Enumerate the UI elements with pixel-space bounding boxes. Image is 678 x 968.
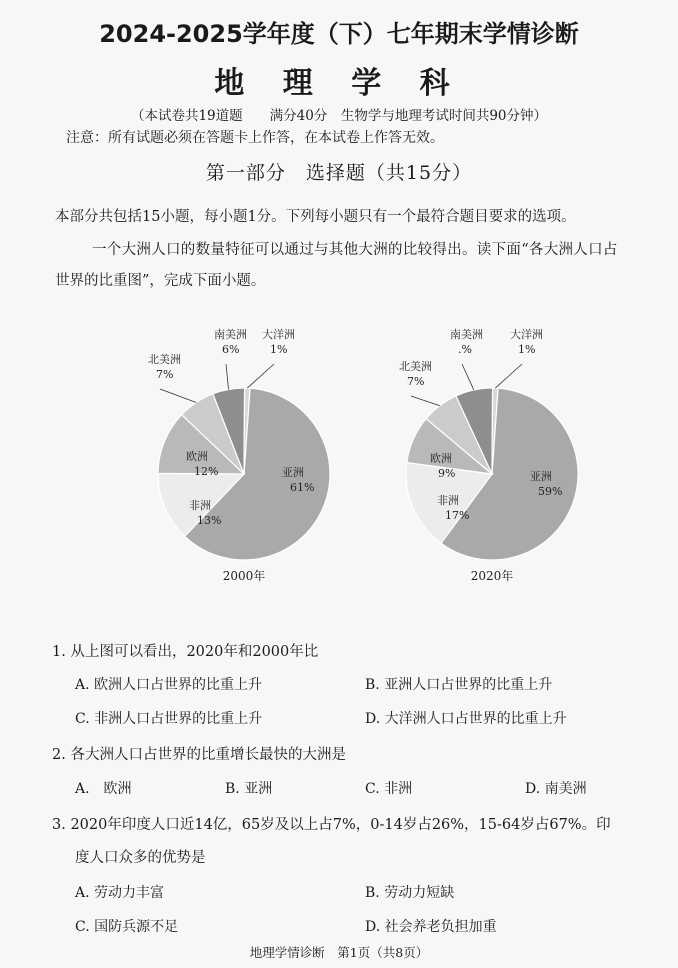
slice-name-0-5: 大洋洲 <box>262 328 295 341</box>
question-1-option-d[interactable]: D. 大洋洲人口占世界的比重上升 <box>365 711 567 727</box>
slice-name-1-1: 非洲 <box>437 494 459 507</box>
exam-title: 2024-2025学年度（下）七年期末学情诊断 <box>99 20 579 48</box>
chart-title-1: 2020年 <box>470 569 514 583</box>
question-3-stem-line1: 3. 2020年印度人口近14亿，65岁及以上占7%，0-14岁占26%，15-64岁占67%。印 <box>52 817 611 833</box>
question-2-stem: 2. 各大洲人口占世界的比重增长最快的大洲是 <box>52 747 346 763</box>
slice-value-0-4: 6% <box>222 343 240 356</box>
question-1-option-b[interactable]: B. 亚洲人口占世界的比重上升 <box>365 677 553 693</box>
exam-info: （本试卷共19道题 满分40分 生物学与地理考试时间共90分钟） <box>130 108 548 124</box>
page-footer: 地理学情诊断 第1页（共8页） <box>249 945 429 960</box>
question-3-option-c[interactable]: C. 国防兵源不足 <box>75 919 179 935</box>
question-2-option-d[interactable]: D. 南美洲 <box>525 781 587 797</box>
slice-value-1-4: .% <box>458 343 472 356</box>
leader-line-1-3 <box>411 396 440 406</box>
section-intro: 本部分共包括15小题，每小题1分。下列每小题只有一个最符合题目要求的选项。 <box>55 209 576 225</box>
slice-value-0-2: 12% <box>194 465 219 478</box>
slice-name-1-0: 亚洲 <box>530 470 552 483</box>
question-3-stem-line2: 度人口众多的优势是 <box>75 850 206 866</box>
slice-value-1-0: 59% <box>538 485 563 498</box>
slice-name-0-4: 南美洲 <box>214 328 247 341</box>
question-1-option-a[interactable]: A. 欧洲人口占世界的比重上升 <box>75 677 263 693</box>
leader-line-0-3 <box>160 389 196 403</box>
leader-line-0-5 <box>247 364 274 388</box>
slice-name-1-3: 北美洲 <box>399 360 432 373</box>
slice-value-0-0: 61% <box>290 481 315 494</box>
section-title: 第一部分 选择题（共15分） <box>205 162 473 184</box>
leader-line-1-5 <box>495 364 522 388</box>
slice-name-1-4: 南美洲 <box>450 328 483 341</box>
slice-value-1-2: 9% <box>438 467 456 480</box>
question-3-option-d[interactable]: D. 社会养老负担加重 <box>365 919 497 935</box>
question-1-option-c[interactable]: C. 非洲人口占世界的比重上升 <box>75 711 263 727</box>
question-3-option-a[interactable]: A. 劳动力丰富 <box>75 885 165 901</box>
leader-line-1-4 <box>462 364 474 390</box>
slice-name-1-2: 欧洲 <box>430 452 452 465</box>
slice-name-0-0: 亚洲 <box>282 466 304 479</box>
slice-value-1-3: 7% <box>407 375 425 388</box>
question-2-option-c[interactable]: C. 非洲 <box>365 781 413 797</box>
question-3-option-b[interactable]: B. 劳动力短缺 <box>365 885 455 901</box>
notice: 注意：所有试题必须在答题卡上作答，在本试卷上作答无效。 <box>66 130 444 146</box>
subject-title: 地 理 学 科 <box>214 66 464 101</box>
question-stem-line1: 一个大洲人口的数量特征可以通过与其他大洲的比较得出。读下面“各大洲人口占 <box>92 242 618 258</box>
slice-name-0-1: 非洲 <box>189 499 211 512</box>
question-2-option-a[interactable]: A. 欧洲 <box>75 781 132 797</box>
slice-value-1-1: 17% <box>445 509 470 522</box>
slice-value-0-1: 13% <box>197 514 222 527</box>
chart-title-0: 2000年 <box>222 569 266 583</box>
slice-value-0-5: 1% <box>270 343 288 356</box>
slice-name-0-2: 欧洲 <box>186 450 208 463</box>
slice-name-1-5: 大洋洲 <box>510 328 543 341</box>
question-1-stem: 1. 从上图可以看出，2020年和2000年比 <box>52 644 319 660</box>
slice-name-0-3: 北美洲 <box>148 353 181 366</box>
leader-line-0-4 <box>226 364 229 389</box>
question-2-option-b[interactable]: B. 亚洲 <box>225 781 273 797</box>
slice-value-0-3: 7% <box>156 368 174 381</box>
question-stem-line2: 世界的比重图”，完成下面小题。 <box>55 273 266 289</box>
slice-value-1-5: 1% <box>518 343 536 356</box>
pie-charts <box>0 320 678 595</box>
